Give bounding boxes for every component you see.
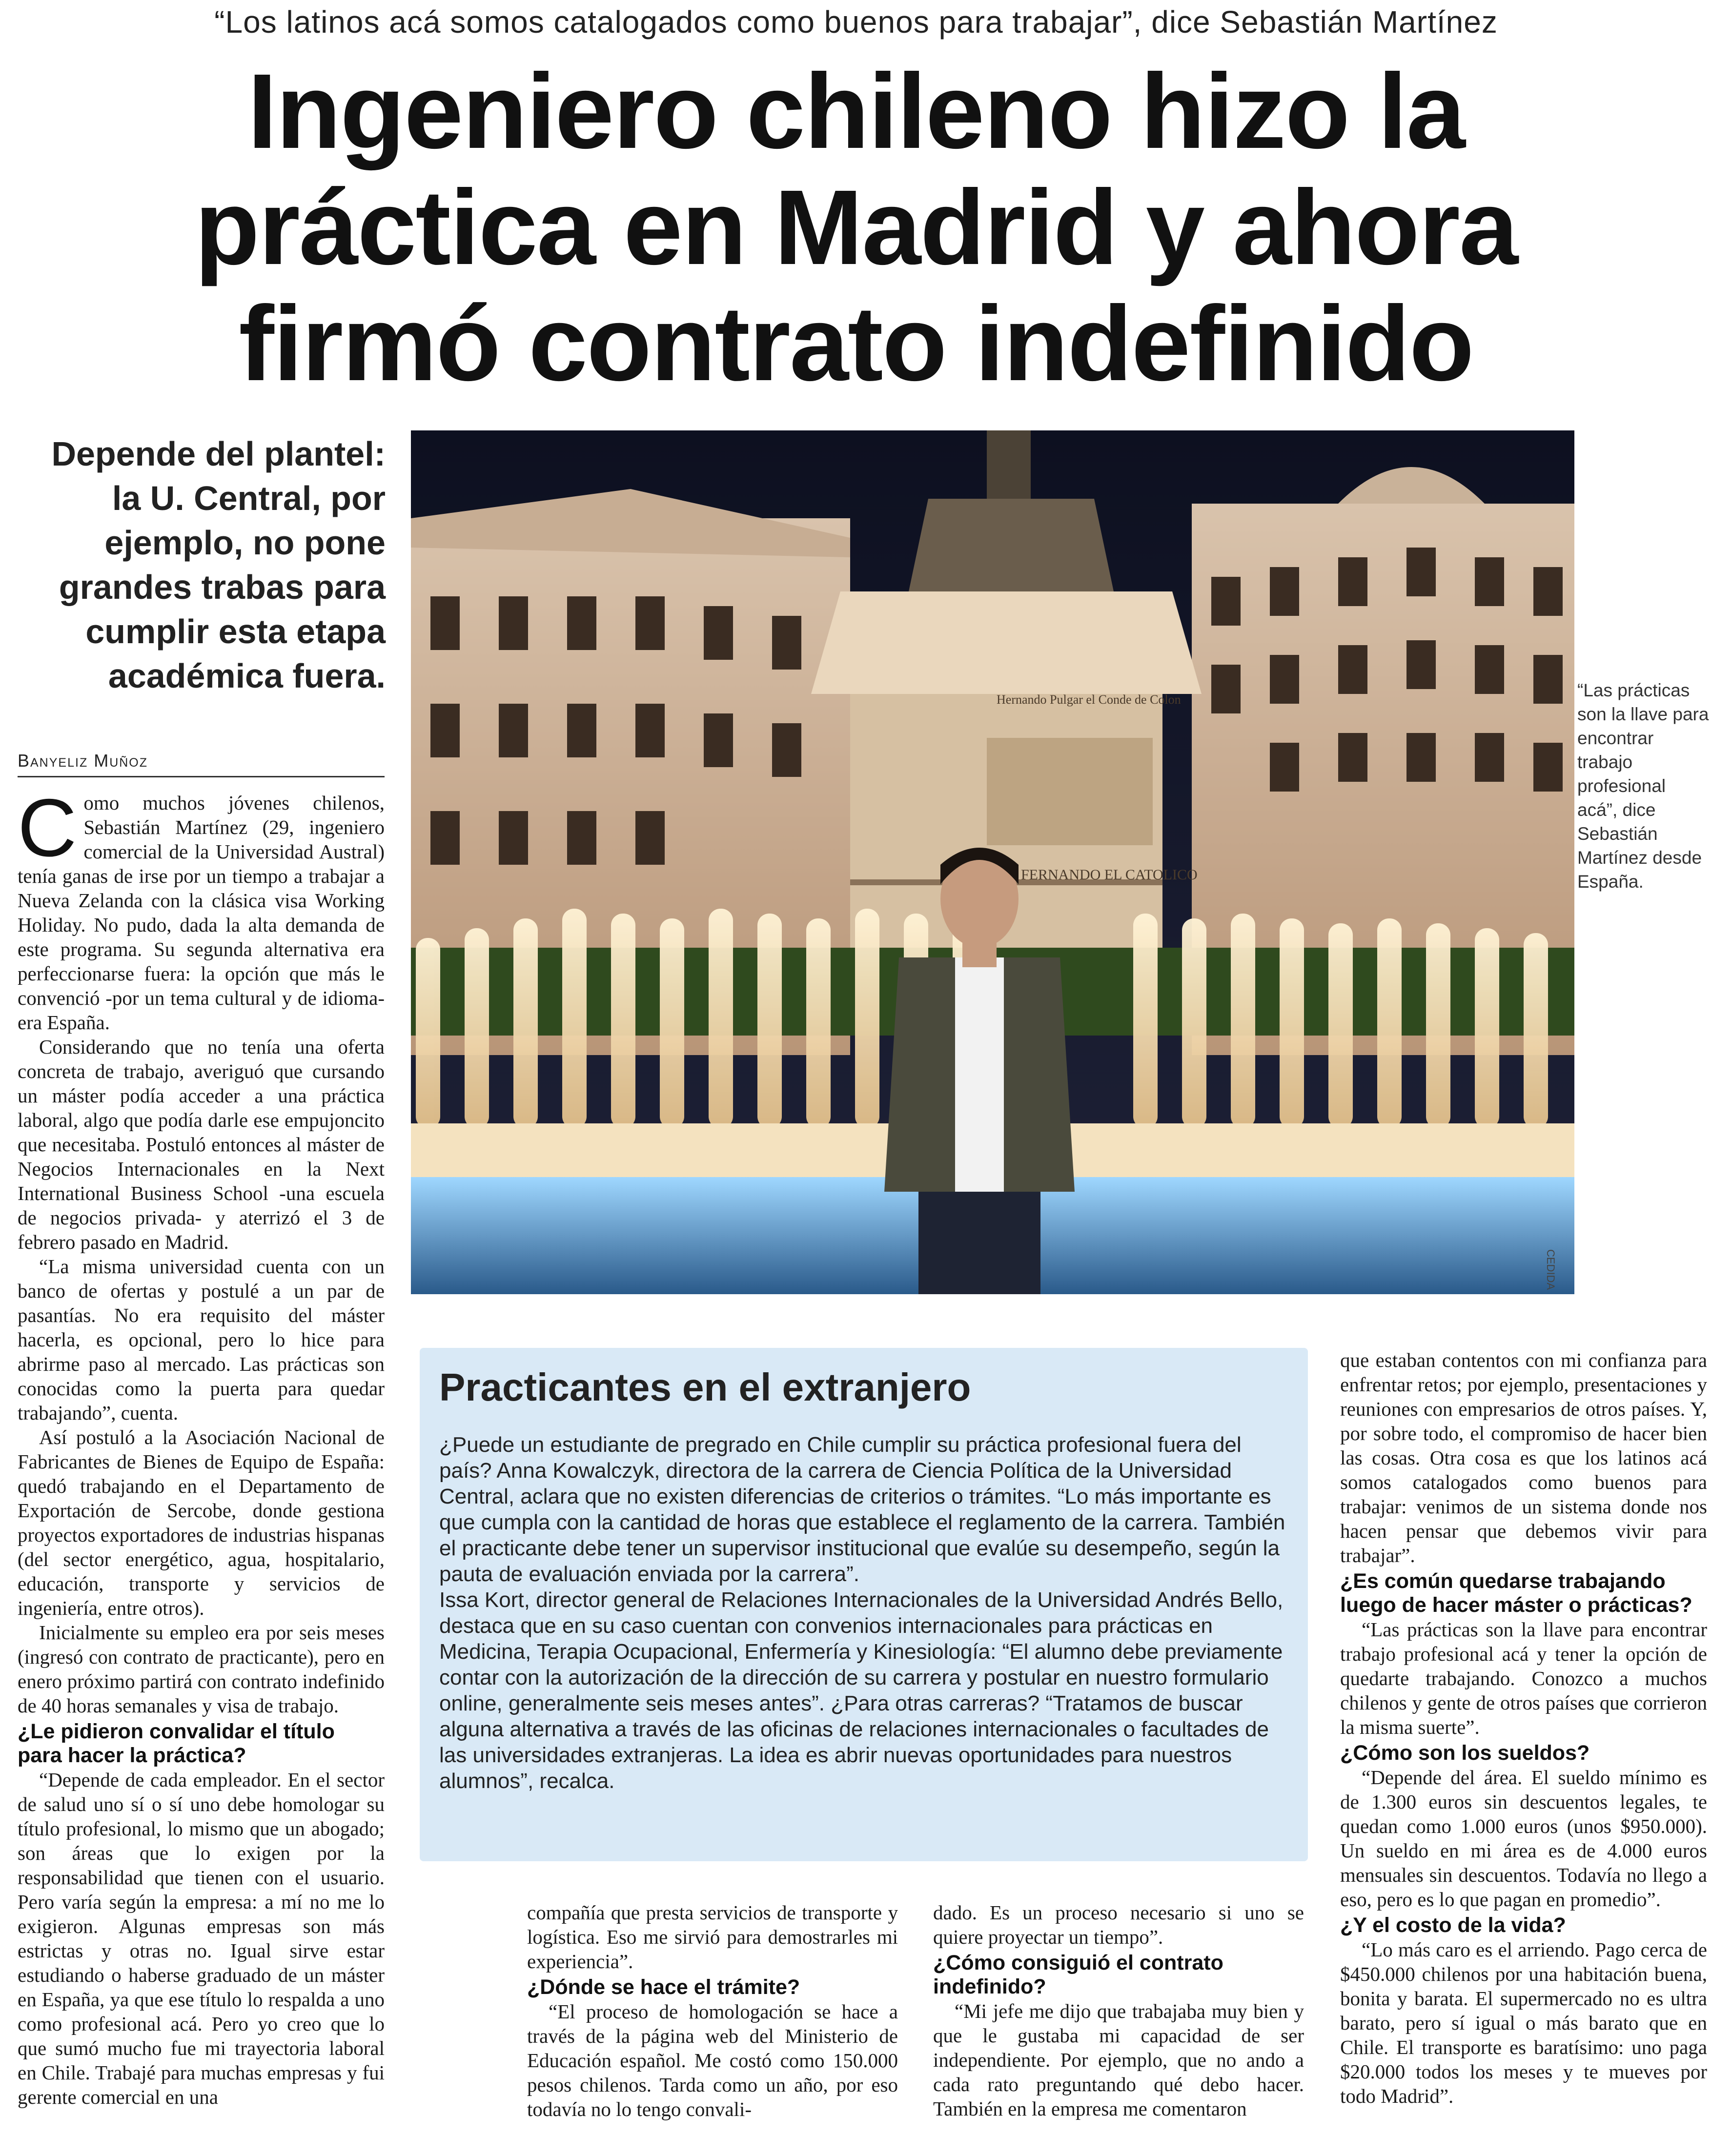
photo-caption: “Las prácticas son la llave para encontrar trabajo profesional acá”, dice Sebastián Martínez desde España. (1577, 680, 1709, 892)
paragraph: “El proceso de homologación se hace a través de la página web del Ministerio de Educación español. Me costó como 150.000 pesos chilenos. Tarda como un año, por eso todavía no lo tengo convali- (527, 2000, 898, 2120)
kicker: “Los latinos acá somos catalogados como buenos para trabajar”, dice Sebastián Martínez (214, 4, 1498, 40)
question-heading: ¿Dónde se hace el trámite? (527, 1975, 800, 1999)
headline: Ingeniero chileno hizo la práctica en Madrid y ahora firmó contrato indefinido (194, 52, 1518, 403)
paragraph: “Depende del área. El sueldo mínimo es de 1.300 euros sin descuentos legales, te quedan como 1.000 euros (unos $950.000). Un sueldo en mi área es de 4.000 euros mensuales sin descuentos. Todavía no llego a eso, pero es lo que pagan en promedio”. (1340, 1766, 1707, 1911)
question-heading: ¿Cómo son los sueldos? (1340, 1741, 1590, 1765)
monument-inscription-1: Hernando Pulgar el Conde de Colon (997, 692, 1181, 707)
paragraph: dado. Es un proceso necesario si uno se quiere proyectar un tiempo”. (933, 1901, 1304, 1948)
paragraph: compañía que presta servicios de transporte y logística. Eso me sirvió para demostrarles mi experiencia”. (527, 1901, 898, 1973)
question-heading: ¿Es común quedarse trabajando luego de hacer máster o prácticas? (1340, 1569, 1692, 1617)
sidebar-box (420, 1348, 1308, 1861)
paragraph: Inicialmente su empleo era por seis meses (ingresó con contrato de practicante), pero en enero próximo partirá con contrato indefinido de 40 horas semanales y visa de trabajo. (18, 1621, 385, 1717)
column-3 (933, 1900, 1304, 2121)
paragraph: Considerando que no tenía una oferta concreta de trabajo, averiguó que cursando un máster podía acceder a una práctica laboral, algo que podía darle ese empujoncito que necesitaba. Postuló entonces al máster de Negocios Internacionales en la Next International Business School -una escuela de negocios privada- y aterrizó el 3 de febrero pasado en Madrid. (18, 1036, 385, 1253)
drop-cap: C (18, 782, 77, 874)
photo-credit: CEDIDA (1545, 1249, 1557, 1290)
paragraph: “Lo más caro es el arriendo. Pago cerca de $450.000 chilenos por una habitación buena, bonita y barata. El supermercado no es ultra barato, pero sí igual o más barato que en Chile. El transporte es baratísimo: uno paga $20.000 todos los meses y te mueves por todo Madrid”. (1340, 1938, 1707, 2107)
question-heading: ¿Y el costo de la vida? (1340, 1913, 1566, 1937)
column-1 (18, 782, 385, 2109)
paragraph: “Depende de cada empleador. En el sector de salud uno sí o sí uno debe homologar su título profesional, lo mismo que un abogado; son áreas que lo exigen por la responsabilidad que tienen con el usuario. Pero varía según la empresa: a mí no me lo exigieron. Algunas empresas son más estrictas y otras no. Igual sirve estar estudiando o haberse graduado de un máster en España, ya que ese título lo respalda a uno como profesional acá. Pero yo creo que lo que sumó mucho fue mi trayectoria laboral en Chile. Trabajé para muchas empresas y fui gerente comercial en una (18, 1769, 385, 2108)
paragraph: “La misma universidad cuenta con un banco de ofertas y postulé a un par de pasantías. No era requisito del máster hacerla, es opcional, pero lo hice para abrirme paso al mercado. Las prácticas son conocidas como la puerta para quedar trabajando”, cuenta. (18, 1255, 385, 1424)
monument-inscription-2: FERNANDO EL CATOLICO (1021, 867, 1198, 883)
question-heading: ¿Le pidieron convalidar el título para hacer la práctica? (18, 1720, 335, 1767)
box-paragraph: ¿Puede un estudiante de pregrado en Chile cumplir su práctica profesional fuera del país? Anna Kowalczyk, directora de la carrera de Ciencia Política de la Universidad Central, aclara que no existen diferencias de criterios o trámites. “Lo más importante es que cumpla con la cantidad de horas que establece el reglamento de la carrera. También el practicante debe tener un supervisor institucional que evalúe su desempeño, según la pauta de evaluación enviada por la carrera”. (439, 1433, 1285, 1586)
column-4 (1340, 1348, 1707, 2108)
paragraph: que estaban contentos con mi confianza para enfrentar retos; por ejemplo, presentaciones y reuniones con empresarios de otros países. Y, por sobre todo, el compromiso de hacer bien las cosas. Otra cosa es que los latinos acá somos catalogados como buenos para trabajar: venimos de un sistema donde nos hacen pensar que debemos vivir para trabajar”. (1340, 1349, 1707, 1566)
paragraph: Como muchos jóvenes chilenos, Sebastián Martínez (29, ingeniero comercial de la Universidad Austral) tenía ganas de irse por un tiempo a trabajar a Nueva Zelanda con la clásica visa Working Holiday. No pudo, dada la alta demanda de este programa. Su segunda alternativa era perfeccionarse fuera: la opción que más le convenció -por un tema cultural y de idioma- era España. (18, 782, 385, 1034)
paragraph: Así postuló a la Asociación Nacional de Fabricantes de Bienes de Equipo de España: quedó trabajando en el Departamento de Exportación de Sercobe, donde gestiona proyectos exportadores de industrias hispanas (del sector energético, agua, hospitalario, educación, transporte y servicios de ingeniería, entre otros). (18, 1426, 385, 1619)
paragraph: “Las prácticas son la llave para encontrar trabajo profesional acá y tener la opción de quedarte trabajando. Conozco a muchos chilenos y gente de otros países que corrieron la misma suerte”. (1340, 1618, 1707, 1738)
deck: Depende del plantel: la U. Central, por ejemplo, no pone grandes trabas para cumplir esta etapa académica fuera. (51, 435, 386, 695)
column-2 (527, 1900, 898, 2121)
paragraph: “Mi jefe me dijo que trabajaba muy bien y que le gustaba mi capacidad de ser independiente. Por ejemplo, que no ando a cada rato preguntando qué debo hacer. También en la empresa me comentaron (933, 2000, 1304, 2120)
photo (411, 430, 1574, 1294)
box-paragraph: Issa Kort, director general de Relaciones Internacionales de la Universidad Andrés Bello, destaca que en su caso cuentan con convenios internacionales para prácticas en Medicina, Terapia Ocupacional, Enfermería y Kinesiología: “El alumno debe previamente contar con la autorización de la dirección de su carrera y postular en nuestro formulario online, generalmente seis meses antes”. ¿Para otras carreras? “Tratamos de buscar alguna alternativa a través de las oficinas de relaciones internacionales o facultades de las universidades extranjeras. La idea es abrir nuevas oportunidades para nuestros alumnos”, recalca. (439, 1588, 1284, 1793)
byline: Banyeliz Muñoz (18, 751, 385, 777)
question-heading: ¿Cómo consiguió el contrato indefinido? (933, 1951, 1223, 1998)
box-title: Practicantes en el extranjero (439, 1365, 971, 1409)
